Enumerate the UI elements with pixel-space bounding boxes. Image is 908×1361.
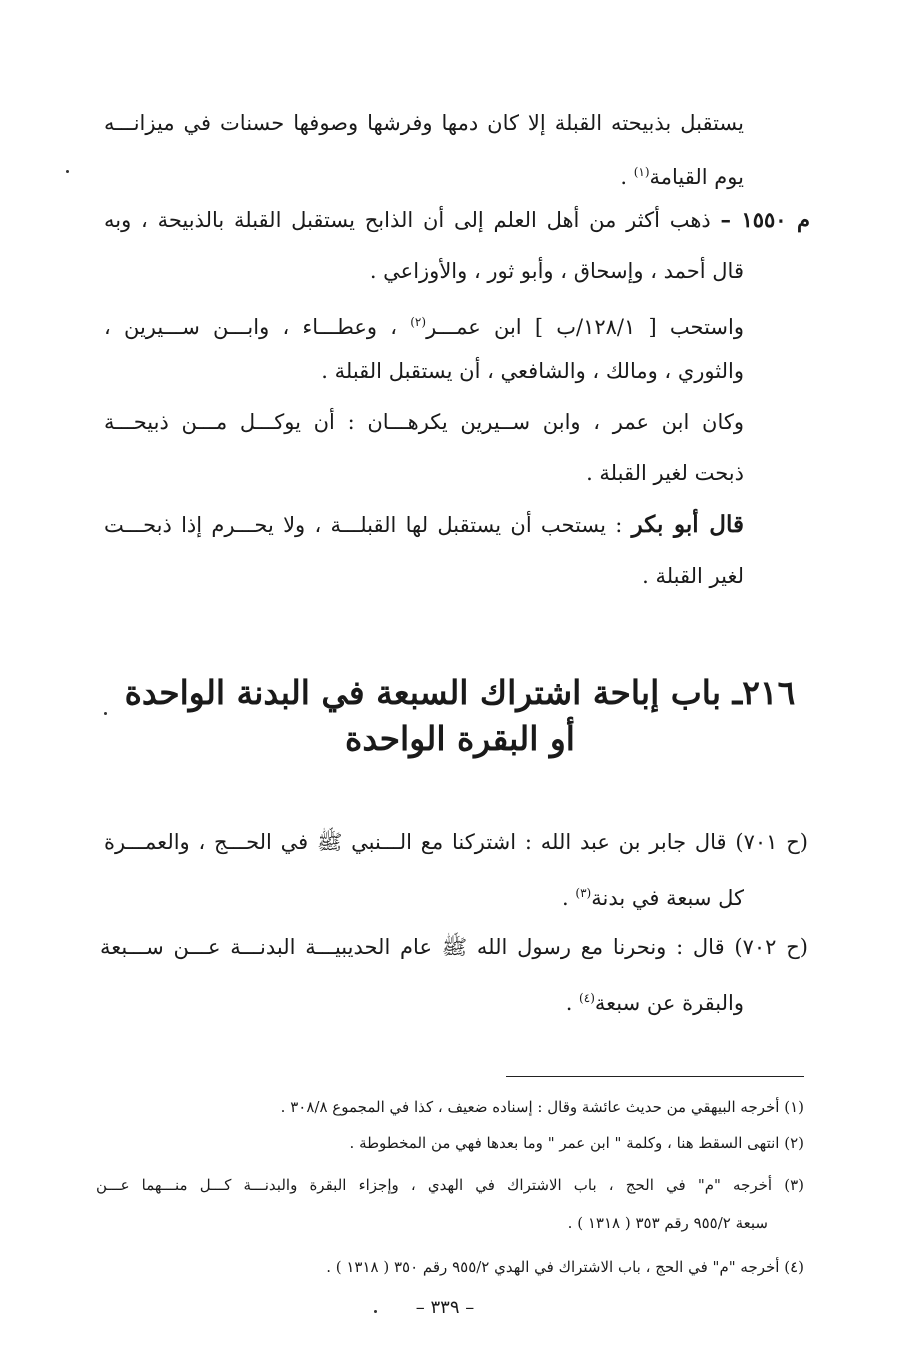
masala-1550-line-1 <box>104 205 810 235</box>
masala-number: م ١٥٥٠ – <box>720 207 810 232</box>
footnote-1-number: (١) <box>784 1098 804 1116</box>
paragraph-5-text: : يستحب أن يستقبل لها القبلـــة ، ولا يحـــرم إذا ذبحـــت <box>104 513 623 537</box>
paragraph-3-part-2: ، وعطـــاء ، وابـــن ســـيرين ، <box>104 315 398 339</box>
footnote-ref-2: (٢) <box>410 315 427 329</box>
hadith-702-number: (ح ٧٠٢) <box>734 935 808 959</box>
footnote-1 <box>150 1095 804 1119</box>
chapter-title-line-1: ٢١٦ـ باب إباحة اشتراك السبعة في البدنة الواحدة <box>124 673 796 712</box>
paragraph-5-line-2: لغير القبلة . <box>642 564 744 588</box>
speaker-label: قال أبو بكر <box>631 511 744 538</box>
footnote-3-line-1 <box>96 1173 804 1197</box>
hadith-701-text: قال جابر بن عبد الله : اشتركنا مع الـــنبي ﷺ في الحـــج ، والعمـــرة <box>104 830 727 854</box>
hadith-702-end: . <box>565 991 580 1015</box>
paragraph-1-end: . <box>620 165 634 189</box>
paragraph-1-line-2 <box>404 157 744 192</box>
footnote-ref-4: (٤) <box>579 991 595 1005</box>
footnote-1-text: أخرجه البيهقي من حديث عائشة وقال : إسناده ضعيف ، كذا في المجموع ٣٠٨/٨ . <box>280 1098 780 1116</box>
footnote-ref-1: (١) <box>633 165 650 179</box>
footnote-2-text: انتهى السقط هنا ، وكلمة " ابن عمر " وما بعدها فهي من المخطوطة . <box>349 1134 780 1152</box>
hadith-701-line-2 <box>444 878 744 913</box>
paragraph-3-part-1: واستحب [ ١٢٨/١/ب ] ابن عمـــر <box>426 315 744 339</box>
hadith-701-number: (ح ٧٠١) <box>735 830 808 854</box>
paragraph-1-text: يوم القيامة <box>649 165 744 189</box>
paragraph-3-line-2: والثوري ، ومالك ، والشافعي ، أن يستقبل القبلة . <box>321 359 744 383</box>
paragraph-5-line-1 <box>104 510 744 540</box>
footnote-ref-3: (٣) <box>575 886 592 900</box>
footnote-4-text: أخرجه "م" في الحج ، باب الاشتراك في الهدي ٩٥٥/٢ رقم ٣٥٠ ( ١٣١٨ ) . <box>326 1258 780 1276</box>
footnote-2-number: (٢) <box>784 1134 804 1152</box>
scan-speck <box>374 1310 377 1313</box>
paragraph-4-line-2: ذبحت لغير القبلة . <box>586 461 744 485</box>
hadith-702-text: قال : ونحرنا مع رسول الله ﷺ عام الحديبيـــة البدنـــة عـــن ســـبعة <box>100 935 725 959</box>
scan-speck <box>104 712 107 715</box>
hadith-702-line-2 <box>464 983 744 1018</box>
masala-text: ذهب أكثر من أهل العلم إلى أن الذابح يستقبل القبلة بالذبيحة ، وبه <box>104 208 711 232</box>
footnote-3-number: (٣) <box>784 1176 804 1194</box>
footnote-4-number: (٤) <box>784 1258 804 1276</box>
hadith-701-text-2: كل سبعة في بدنة <box>591 886 744 910</box>
paragraph-4-line-1: وكان ابن عمر ، وابن ســيرين يكرهـــان : أن يوكـــل مـــن ذبيحـــة <box>104 410 744 434</box>
hadith-701-end: . <box>562 886 576 910</box>
footnote-2 <box>250 1131 804 1155</box>
footnote-separator <box>506 1076 804 1077</box>
paragraph-1-line-1: يستقبل بذبيحته القبلة إلا كان دمها وفرشها وصوفها حسنات في ميزانـــه <box>104 111 744 135</box>
footnote-3-text: أخرجه "م" في الحج ، باب الاشتراك في الهدي ، وإجزاء البقرة والبدنـــة كـــل منـــهما عـــن <box>96 1176 773 1194</box>
footnote-3-line-2: سبعة ٩٥٥/٢ رقم ٣٥٣ ( ١٣١٨ ) . <box>567 1214 768 1232</box>
hadith-702-line-1 <box>100 932 808 962</box>
footnote-4 <box>200 1255 804 1279</box>
paragraph-3-line-1 <box>104 307 744 342</box>
hadith-702-text-2: والبقرة عن سبعة <box>594 991 744 1015</box>
page-number: – ٣٣٩ – <box>415 1297 475 1318</box>
chapter-title-line-2: أو البقرة الواحدة <box>345 719 575 758</box>
masala-1550-line-2: قال أحمد ، وإسحاق ، وأبو ثور ، والأوزاعي . <box>369 259 744 283</box>
hadith-701-line-1 <box>104 827 808 857</box>
scan-speck <box>66 170 69 173</box>
